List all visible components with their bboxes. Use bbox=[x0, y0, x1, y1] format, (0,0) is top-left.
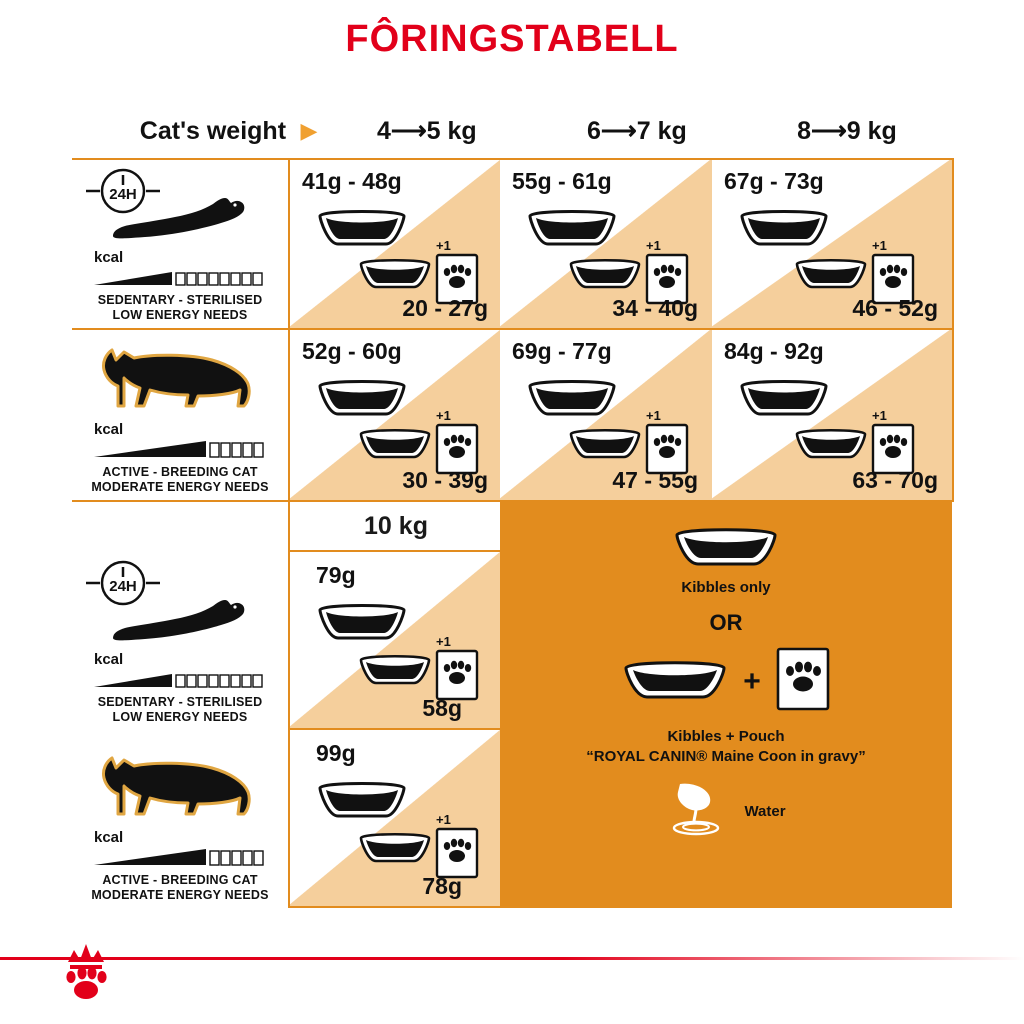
kibbles-only-label: Kibbles only bbox=[681, 579, 771, 596]
clock-24h-icon bbox=[84, 560, 162, 606]
pouch-icon bbox=[775, 646, 831, 717]
kibble-bowl-small-icon bbox=[358, 256, 432, 290]
plus-one-label: +1 bbox=[872, 408, 887, 423]
or-label: OR bbox=[709, 610, 743, 635]
kibbles-plus-pouch-group bbox=[621, 646, 831, 717]
profile-cell-sedentary-2 bbox=[72, 552, 288, 730]
kibble-bowl-icon bbox=[672, 524, 780, 573]
water-label: Water bbox=[744, 802, 786, 820]
subheader-spacer bbox=[72, 502, 288, 552]
dosage-top-value: 69g - 77g bbox=[512, 338, 612, 364]
dosage-cell-r1c1 bbox=[288, 158, 504, 330]
dosage-top-value: 41g - 48g bbox=[302, 168, 402, 194]
dosage-top-value: 67g - 73g bbox=[724, 168, 824, 194]
feeding-options-panel bbox=[500, 502, 952, 908]
column-header-3: 8⟶9 kg bbox=[797, 117, 897, 145]
dosage-bottom-value: 34 - 40g bbox=[612, 295, 698, 321]
needs-line-1: ACTIVE - BREEDING CAT bbox=[102, 873, 258, 888]
kibble-bowl-icon bbox=[526, 376, 618, 418]
dosage-cell-r4c1 bbox=[288, 552, 504, 730]
energy-bars-icon bbox=[94, 436, 264, 463]
kibble-bowl-small-icon bbox=[794, 426, 868, 460]
plus-one-label: +1 bbox=[436, 238, 451, 253]
kibble-bowl-icon bbox=[738, 206, 830, 248]
footer-divider bbox=[0, 957, 1024, 960]
profile-cell-active-1 bbox=[72, 330, 288, 502]
kcal-label: kcal bbox=[94, 249, 124, 267]
needs-line-2: LOW ENERGY NEEDS bbox=[112, 307, 248, 322]
plus-one-label: +1 bbox=[436, 634, 451, 649]
table-body bbox=[72, 158, 952, 908]
dosage-top-value: 55g - 61g bbox=[512, 168, 612, 194]
dosage-cell-r2c2 bbox=[500, 330, 714, 502]
dosage-bottom-value: 63 - 70g bbox=[852, 467, 938, 493]
arrow-right-icon: ▶ bbox=[300, 118, 318, 143]
water-pouring-icon bbox=[666, 780, 736, 843]
walking-cat-icon bbox=[94, 340, 266, 419]
energy-bars-icon bbox=[94, 264, 264, 291]
kibble-bowl-small-icon bbox=[358, 830, 432, 864]
caption-line-2: “ROYAL CANIN® Maine Coon in gravy” bbox=[586, 748, 866, 766]
caption-line-1: Kibbles + Pouch bbox=[667, 728, 785, 745]
plus-label: + bbox=[743, 664, 761, 698]
plus-one-label: +1 bbox=[436, 408, 451, 423]
kibble-bowl-icon bbox=[738, 376, 830, 418]
energy-needs-text-4 bbox=[91, 873, 268, 902]
dosage-bottom-value: 58g bbox=[422, 695, 462, 721]
kibble-bowl-icon bbox=[526, 206, 618, 248]
kibble-bowl-small-icon bbox=[358, 652, 432, 686]
energy-needs-text-3 bbox=[98, 695, 263, 724]
kibble-bowl-icon bbox=[316, 206, 408, 248]
dosage-bottom-value: 30 - 39g bbox=[402, 467, 488, 493]
table-header-row bbox=[72, 104, 952, 158]
kibble-bowl-icon bbox=[316, 376, 408, 418]
needs-line-1: ACTIVE - BREEDING CAT bbox=[102, 465, 258, 480]
column-header-2: 6⟶7 kg bbox=[587, 117, 687, 145]
subheader-10kg-cell bbox=[288, 502, 504, 552]
needs-line-1: SEDENTARY - STERILISED bbox=[97, 293, 263, 308]
kibble-bowl-icon bbox=[316, 600, 408, 642]
kcal-label: kcal bbox=[94, 421, 124, 439]
page-title: FÔRINGSTABELL bbox=[345, 18, 679, 60]
needs-line-1: SEDENTARY - STERILISED bbox=[97, 695, 263, 710]
needs-line-2: MODERATE ENERGY NEEDS bbox=[91, 479, 269, 494]
energy-bars-icon bbox=[94, 844, 264, 871]
svg-text:24H: 24H bbox=[109, 578, 137, 595]
needs-line-2: LOW ENERGY NEEDS bbox=[112, 709, 248, 724]
dosage-bottom-value: 78g bbox=[422, 873, 462, 899]
dosage-cell-r2c1 bbox=[288, 330, 504, 502]
kibble-bowl-small-icon bbox=[358, 426, 432, 460]
plus-one-label: +1 bbox=[436, 812, 451, 827]
plus-one-label: +1 bbox=[646, 238, 661, 253]
dosage-cell-r1c2 bbox=[500, 158, 714, 330]
kibbles-pouch-caption bbox=[586, 727, 865, 768]
table-row bbox=[72, 158, 952, 330]
walking-cat-icon bbox=[94, 748, 266, 827]
kibble-bowl-small-icon bbox=[794, 256, 868, 290]
energy-needs-text-1 bbox=[98, 293, 263, 322]
dosage-top-value: 79g bbox=[316, 562, 356, 588]
profile-cell-sedentary-1 bbox=[72, 158, 288, 330]
energy-needs-text-2 bbox=[91, 465, 268, 494]
clock-24h-icon bbox=[84, 168, 162, 214]
column-header-10kg: 10 kg bbox=[364, 511, 428, 540]
table-row bbox=[72, 330, 952, 502]
kibble-bowl-small-icon bbox=[568, 426, 642, 460]
plus-one-label: +1 bbox=[872, 238, 887, 253]
needs-line-2: MODERATE ENERGY NEEDS bbox=[91, 887, 269, 902]
dosage-bottom-value: 20 - 27g bbox=[402, 295, 488, 321]
kibble-bowl-icon bbox=[621, 657, 729, 706]
dosage-top-value: 52g - 60g bbox=[302, 338, 402, 364]
energy-bars-icon bbox=[94, 666, 264, 693]
royal-canin-logo bbox=[62, 940, 132, 1002]
column-header-1: 4⟶5 kg bbox=[376, 117, 477, 145]
dosage-cell-r5c1 bbox=[288, 730, 504, 908]
kcal-label: kcal bbox=[94, 651, 124, 669]
svg-text:24H: 24H bbox=[109, 186, 137, 203]
feeding-table bbox=[72, 104, 952, 909]
dosage-top-value: 84g - 92g bbox=[724, 338, 824, 364]
dosage-cell-r2c3 bbox=[712, 330, 954, 502]
cat-weight-label: Cat's weight bbox=[139, 116, 287, 145]
dosage-cell-r1c3 bbox=[712, 158, 954, 330]
dosage-bottom-value: 47 - 55g bbox=[612, 467, 698, 493]
kibble-bowl-small-icon bbox=[568, 256, 642, 290]
kcal-label: kcal bbox=[94, 829, 124, 847]
dosage-top-value: 99g bbox=[316, 740, 356, 766]
kibble-bowl-icon bbox=[316, 778, 408, 820]
water-group bbox=[666, 780, 785, 843]
profile-cell-active-2 bbox=[72, 730, 288, 908]
dosage-bottom-value: 46 - 52g bbox=[852, 295, 938, 321]
plus-one-label: +1 bbox=[646, 408, 661, 423]
